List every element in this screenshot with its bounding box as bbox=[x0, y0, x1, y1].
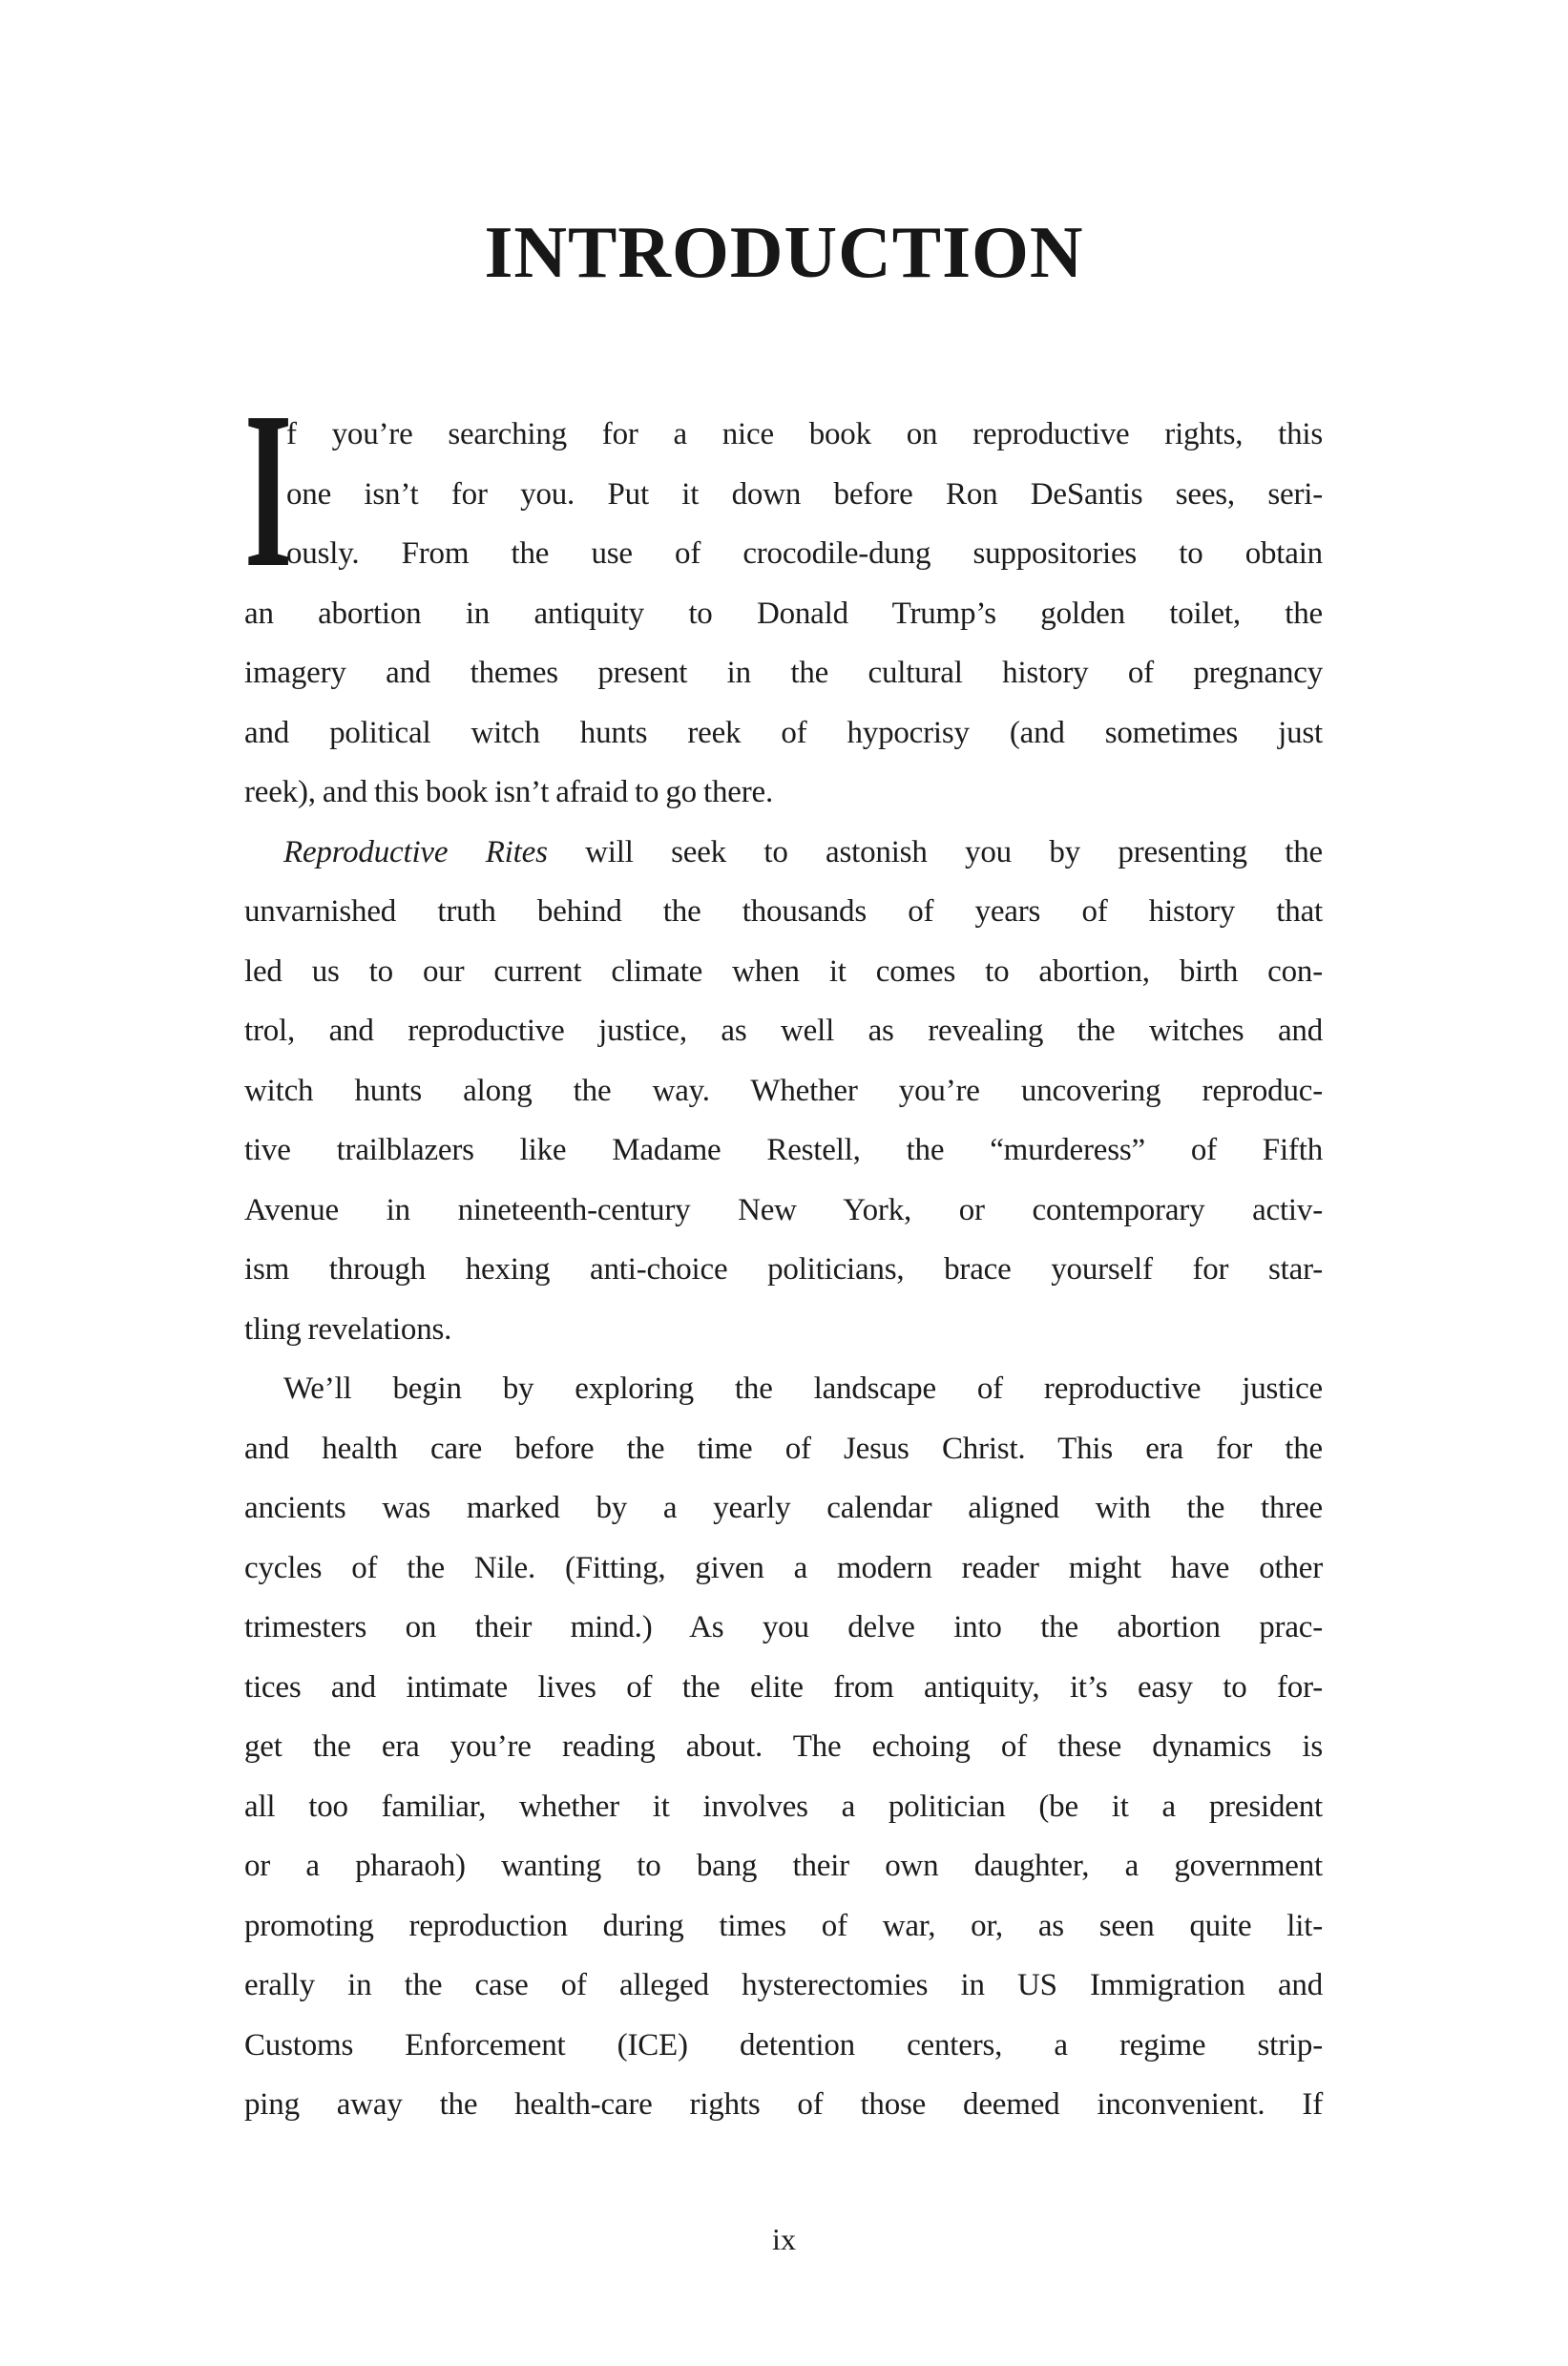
text-line: an abortion in antiquity to Donald Trump’s golden toilet, the bbox=[244, 596, 1323, 631]
chapter-title-text: INTRODUCTION bbox=[484, 211, 1084, 293]
text-line: ping away the health-care rights of those deemed inconvenient. If bbox=[244, 2087, 1323, 2122]
text-line: promoting reproduction during times of war, or, as seen quite lit- bbox=[244, 1908, 1323, 1943]
text-line: led us to our current climate when it comes to abortion, birth con- bbox=[244, 953, 1323, 989]
text-line: trimesters on their mind.) As you delve into the abortion prac- bbox=[244, 1610, 1323, 1644]
text-line: ancients was marked by a yearly calendar aligned with the three bbox=[244, 1491, 1323, 1525]
text-line: tling revelations. bbox=[244, 1311, 452, 1347]
text-line: reek), and this book isn’t afraid to go there. bbox=[244, 775, 774, 809]
text-line: one isn’t for you. Put it down before Ron DeSantis sees, seri- bbox=[286, 476, 1323, 512]
text-line: tices and intimate lives of the elite from antiquity, it’s easy to for- bbox=[244, 1669, 1323, 1705]
text-line: all too familiar, whether it involves a politician (be it a president bbox=[244, 1789, 1323, 1824]
text-line: get the era you’re reading about. The echoing of these dynamics is bbox=[244, 1729, 1323, 1764]
text-line: unvarnished truth behind the thousands of years of history that bbox=[244, 894, 1323, 929]
text-line: ously. From the use of crocodile-dung suppositories to obtain bbox=[286, 536, 1323, 571]
text-line: imagery and themes present in the cultural history of pregnancy bbox=[244, 656, 1323, 690]
text-line: We’ll begin by exploring the landscape of reproductive justice bbox=[283, 1371, 1323, 1406]
paragraphs-container bbox=[244, 405, 1323, 2135]
text-line: Customs Enforcement (ICE) detention centers, a regime strip- bbox=[244, 2027, 1323, 2062]
text-line: tive trailblazers like Madame Restell, the “murderess” of Fifth bbox=[244, 1133, 1323, 1167]
drop-cap-letter: I bbox=[244, 366, 293, 614]
text-line: witch hunts along the way. Whether you’re uncovering reproduc- bbox=[244, 1073, 1323, 1108]
text-line: and health care before the time of Jesus Christ. This era for the bbox=[244, 1431, 1323, 1466]
text-line: Avenue in nineteenth-century New York, or contemporary activ- bbox=[244, 1192, 1323, 1227]
body-text-block bbox=[244, 366, 1323, 2135]
text-line: and political witch hunts reek of hypocrisy (and sometimes just bbox=[244, 715, 1323, 750]
chapter-title bbox=[0, 211, 1568, 293]
text-line: f you’re searching for a nice book on reproductive rights, this bbox=[286, 417, 1323, 451]
text-line: erally in the case of alleged hysterectomies in US Immigration and bbox=[244, 1968, 1323, 2002]
text-line: or a pharaoh) wanting to bang their own daughter, a government bbox=[244, 1849, 1323, 1883]
text-line: ism through hexing anti-choice politicians, brace yourself for star- bbox=[244, 1252, 1323, 1287]
page-number: ix bbox=[772, 2222, 796, 2256]
text-line: trol, and reproductive justice, as well as revealing the witches and bbox=[244, 1014, 1323, 1048]
text-line: Reproductive Rites will seek to astonish you by presenting the bbox=[283, 834, 1323, 869]
text-line: cycles of the Nile. (Fitting, given a modern reader might have other bbox=[244, 1550, 1323, 1585]
